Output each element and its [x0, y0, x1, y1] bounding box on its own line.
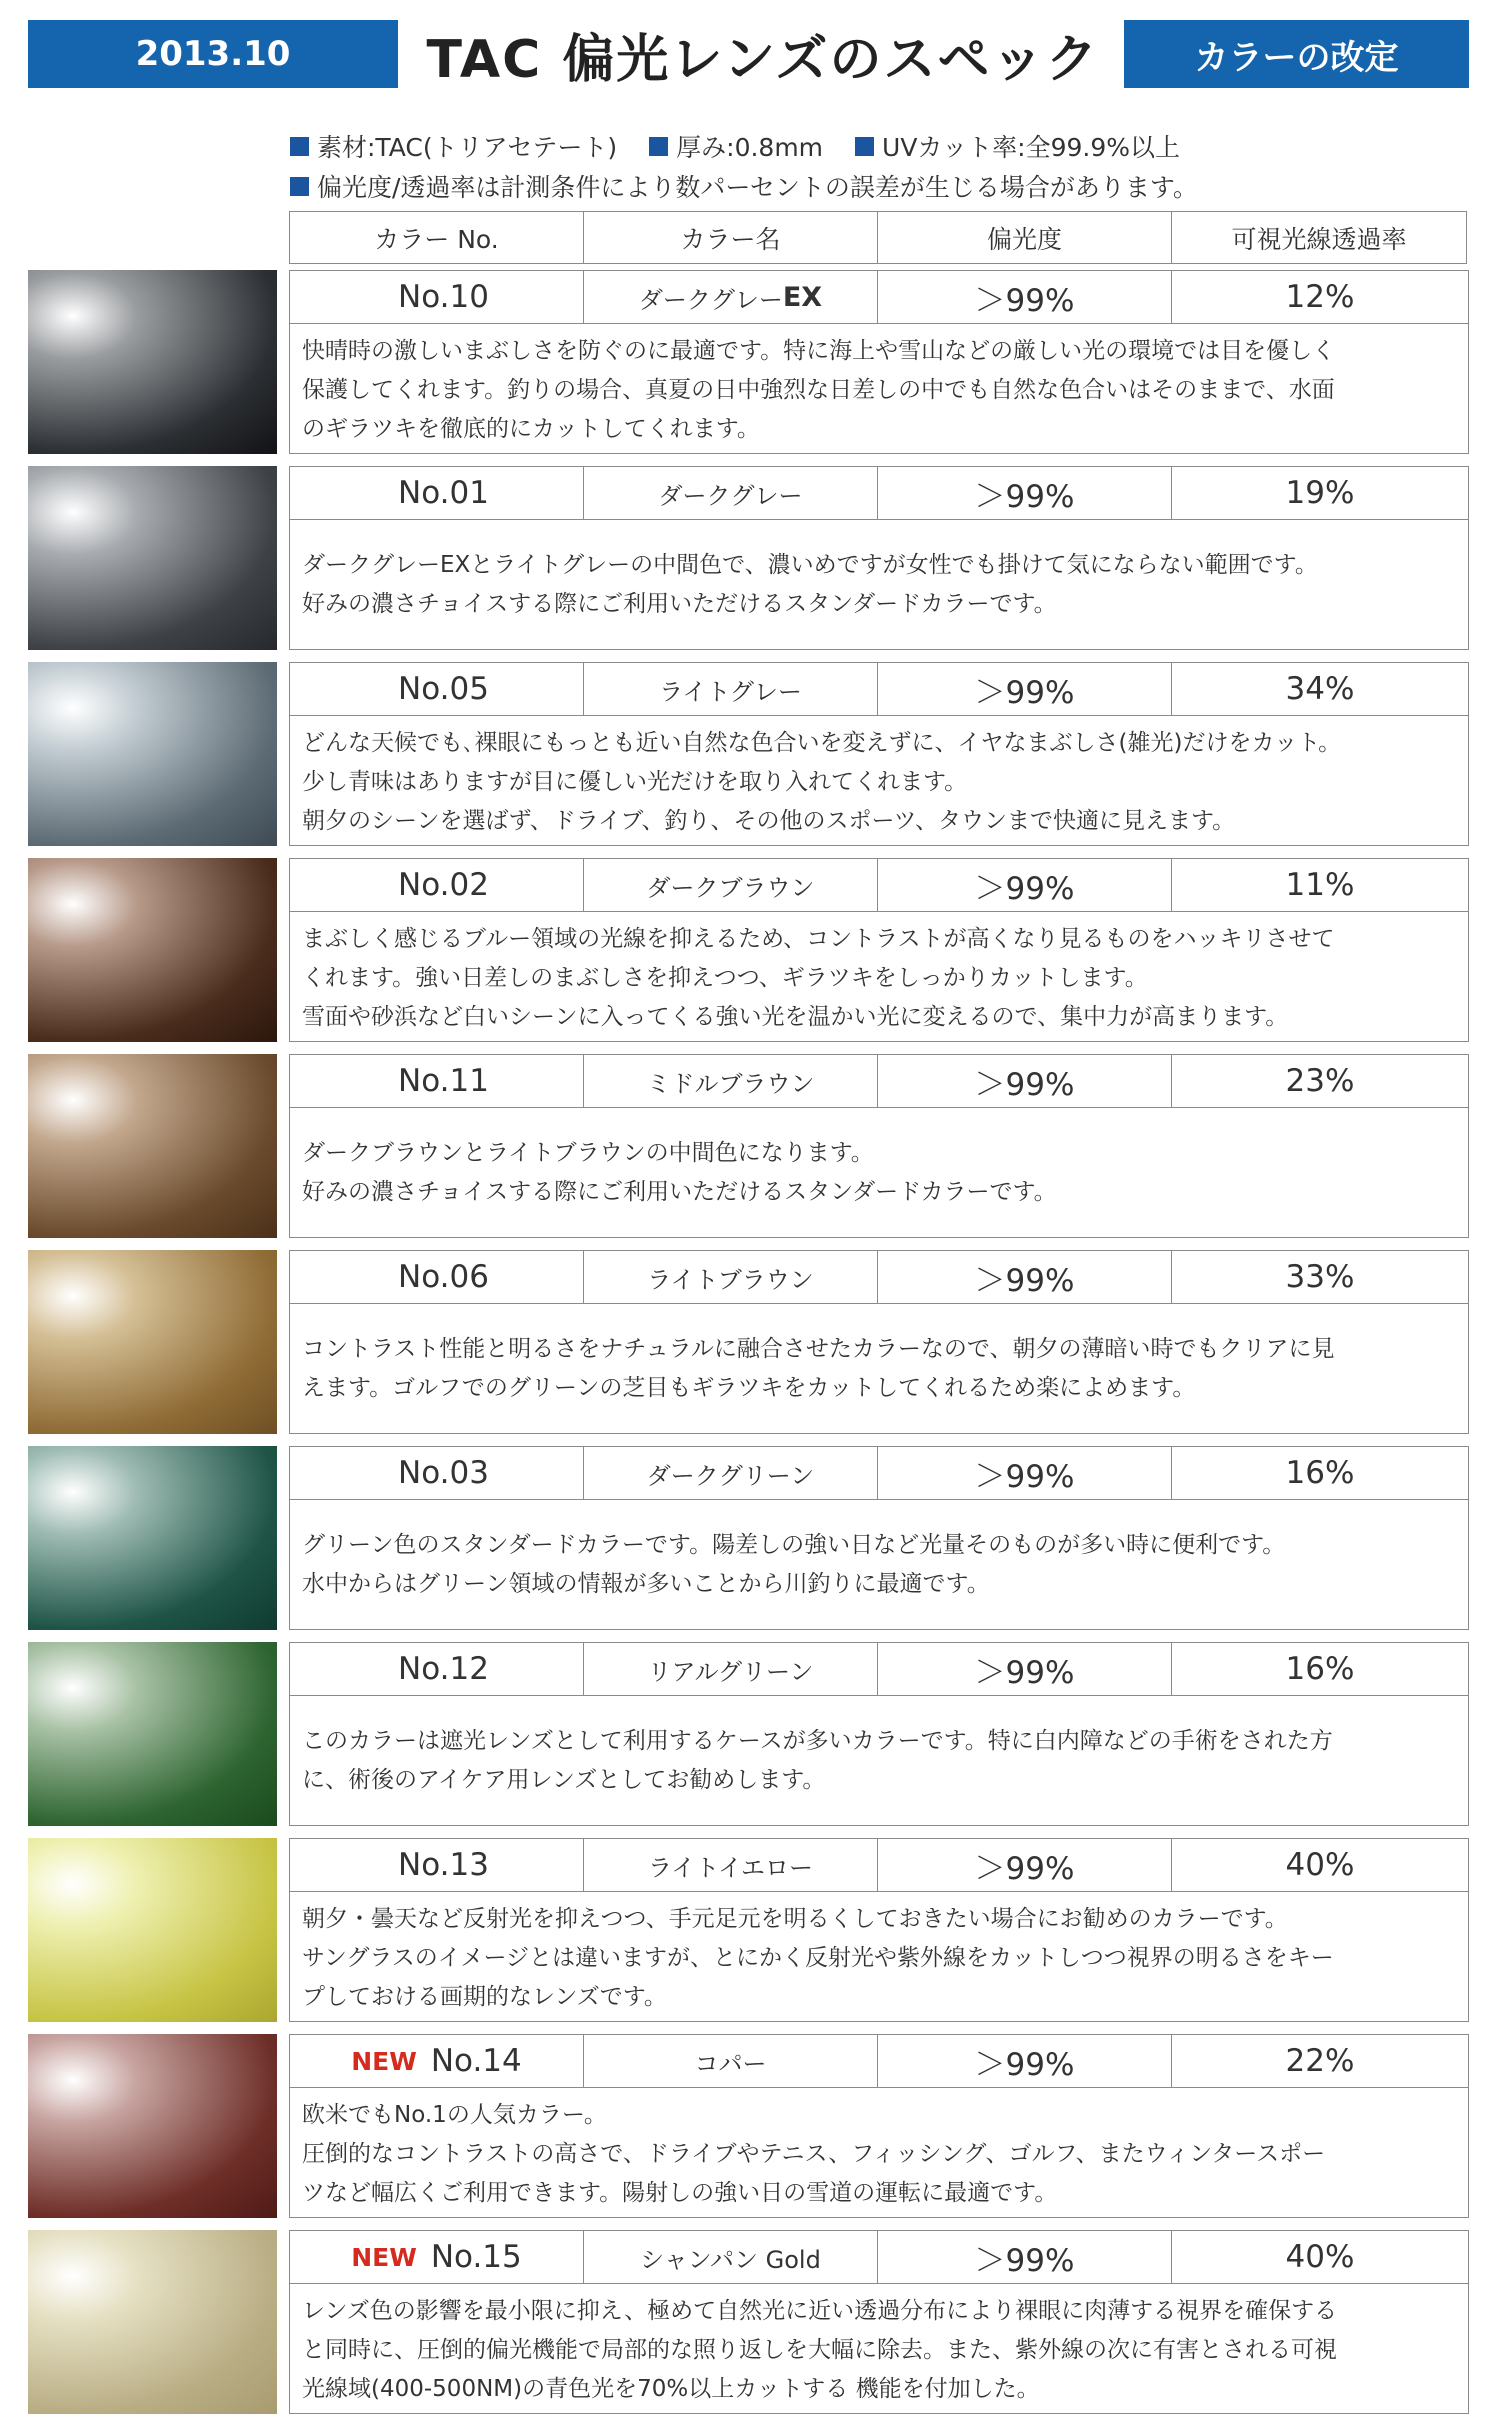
lens-description — [290, 2088, 1468, 2213]
color-number: No.15 — [430, 2239, 522, 2275]
lens-spec-box — [289, 1250, 1469, 1434]
color-number-cell — [290, 859, 584, 911]
color-name-cell — [584, 859, 878, 911]
lens-spec-box — [289, 858, 1469, 1042]
lens-color-swatch — [28, 1642, 277, 1826]
table-row — [290, 859, 1468, 912]
lens-description — [290, 716, 1468, 841]
lens-color-swatch — [28, 1250, 277, 1434]
description-line: このカラーは遮光レンズとして利用するケースが多いカラーです。特に白内障などの手術をされた方 — [302, 1728, 1333, 1754]
lens-color-swatch — [28, 270, 277, 454]
description-line: 光線域(400-500NM)の青色光を70%以上カットする 機能を付加した。 — [302, 2376, 1040, 2402]
table-row — [290, 1447, 1468, 1500]
color-number-cell — [290, 1055, 584, 1107]
lens-row — [28, 662, 1469, 846]
polarization-cell: ＞99% — [878, 1447, 1172, 1499]
description-line: サングラスのイメージとは違いますが、とにかく反射光や紫外線をカットしつつ視界の明るさをキー — [302, 1945, 1334, 1971]
description-line: 快晴時の激しいまぶしさを防ぐのに最適です。特に海上や雪山などの厳しい光の環境では目を優しく — [302, 338, 1336, 364]
color-name-cell — [584, 1055, 878, 1107]
color-name: シャンパン Gold — [640, 2245, 821, 2274]
lens-color-swatch — [28, 662, 277, 846]
lens-color-swatch — [28, 2230, 277, 2414]
description-line: 圧倒的なコントラストの高さで、ドライブやテニス、フィッシング、ゴルフ、またウィンタースポー — [302, 2141, 1326, 2167]
description-line: 朝夕・曇天など反射光を抑えつつ、手元足元を明るくしておきたい場合にお勧めのカラーです。 — [302, 1906, 1288, 1932]
color-number-cell — [290, 1251, 584, 1303]
transmission-cell: 16% — [1285, 1651, 1355, 1687]
color-name: ダークグレー — [638, 285, 783, 314]
color-name: ダークグリーン — [646, 1461, 815, 1490]
transmission-cell: 23% — [1285, 1063, 1355, 1099]
table-row — [290, 2035, 1468, 2088]
description-line: 保護してくれます。釣りの場合、真夏の日中強烈な日差しの中でも自然な色合いはそのままで、水面 — [302, 377, 1335, 403]
description-line: まぶしく感じるブルー領域の光線を抑えるため、コントラストが高くなり見るものをハッキリさせて — [302, 926, 1335, 952]
description-line: に、術後のアイケア用レンズとしてお勧めします。 — [302, 1767, 826, 1793]
color-name-cell — [584, 2035, 878, 2087]
transmission-cell: 22% — [1285, 2043, 1355, 2079]
description-line: 欧米でもNo.1の人気カラー。 — [302, 2102, 607, 2128]
polarization-cell: ＞99% — [878, 1643, 1172, 1695]
description-line: 好みの濃さチョイスする際にご利用いただけるスタンダードカラーです。 — [302, 1179, 1057, 1205]
lens-spec-box — [289, 2230, 1469, 2414]
description-line: と同時に、圧倒的偏光機能で局部的な照り返しを大幅に除去。また、紫外線の次に有害とされる可視 — [302, 2337, 1337, 2363]
color-number: No.13 — [398, 1847, 489, 1883]
page-header — [28, 20, 1469, 90]
table-row — [290, 1643, 1468, 1696]
transmission-cell: 33% — [1285, 1259, 1355, 1295]
lens-row — [28, 2034, 1469, 2218]
color-number-cell — [290, 1839, 584, 1891]
color-number-cell — [290, 1643, 584, 1695]
lens-description — [290, 2284, 1468, 2409]
description-line: プしておける画期的なレンズです。 — [302, 1984, 667, 2010]
lens-row — [28, 2230, 1469, 2414]
bullet-square-icon — [290, 177, 309, 196]
description-line: レンズ色の影響を最小限に抑え、極めて自然光に近い透過分布により裸眼に肉薄する視界を確保する — [302, 2298, 1338, 2324]
color-name: ライトグレー — [659, 677, 802, 706]
description-line: えます。ゴルフでのグリーンの芝目もギラツキをカットしてくれるため楽によめます。 — [302, 1375, 1196, 1401]
color-name: ダークグレー — [658, 481, 803, 510]
lens-description — [290, 1892, 1468, 2017]
polarization-cell: ＞99% — [878, 1251, 1172, 1303]
lens-color-swatch — [28, 1446, 277, 1630]
revision-badge: カラーの改定 — [1124, 20, 1469, 88]
color-number: No.06 — [398, 1259, 489, 1295]
column-header-color-no: カラー No. — [290, 212, 584, 263]
color-number-cell — [290, 467, 584, 519]
description-line: 水中からはグリーン領域の情報が多いことから川釣りに最適です。 — [302, 1571, 990, 1597]
color-name-cell — [584, 1643, 878, 1695]
description-line: どんな天候でも､裸眼にもっとも近い自然な色合いを変えずに、イヤなまぶしさ(雑光)だけをカット。 — [302, 730, 1342, 756]
color-number: No.03 — [398, 1455, 489, 1491]
lens-description — [290, 1108, 1468, 1212]
table-row — [290, 2231, 1468, 2284]
description-line: ダークブラウンとライトブラウンの中間色になります。 — [302, 1140, 874, 1166]
color-number: No.12 — [398, 1651, 489, 1687]
color-name-suffix: EX — [782, 281, 823, 313]
lens-row — [28, 1250, 1469, 1434]
polarization-cell: ＞99% — [878, 1839, 1172, 1891]
color-number: No.14 — [430, 2043, 522, 2079]
lens-description — [290, 912, 1468, 1037]
lens-spec-box — [289, 1642, 1469, 1826]
lens-color-swatch — [28, 1838, 277, 2022]
material-note: 素材:TAC(トリアセテート) — [317, 133, 618, 162]
column-header-color-name: カラー名 — [584, 212, 878, 263]
description-line: のギラツキを徹底的にカットしてくれます。 — [302, 416, 760, 442]
table-row — [290, 1251, 1468, 1304]
description-line: ツなど幅広くご利用できます。陽射しの強い日の雪道の運転に最適です。 — [302, 2180, 1058, 2206]
bullet-square-icon — [649, 137, 668, 156]
color-name-cell — [584, 1251, 878, 1303]
color-name-cell — [584, 663, 878, 715]
lens-spec-box — [289, 1446, 1469, 1630]
bullet-square-icon — [290, 137, 309, 156]
column-header-polarization: 偏光度 — [878, 212, 1172, 263]
lens-color-swatch — [28, 1054, 277, 1238]
polarization-cell: ＞99% — [878, 1055, 1172, 1107]
color-name-cell — [584, 271, 878, 323]
color-number: No.11 — [398, 1063, 489, 1099]
lens-row — [28, 1446, 1469, 1630]
color-number-cell — [290, 1447, 584, 1499]
thickness-note: 厚み:0.8mm — [676, 133, 824, 162]
table-row — [290, 467, 1468, 520]
description-line: グリーン色のスタンダードカラーです。陽差しの強い日など光量そのものが多い時に便利です。 — [302, 1532, 1286, 1558]
polarization-cell: ＞99% — [878, 2231, 1172, 2283]
polarization-cell: ＞99% — [878, 467, 1172, 519]
transmission-cell: 40% — [1285, 1847, 1355, 1883]
table-row — [290, 663, 1468, 716]
disclaimer-note: 偏光度/透過率は計測条件により数パーセントの誤差が生じる場合があります。 — [317, 173, 1198, 202]
spec-notes-line-2 — [290, 166, 1470, 206]
color-name: コパー — [694, 2049, 767, 2078]
description-line: くれます。強い日差しのまぶしさを抑えつつ、ギラツキをしっかりカットします。 — [302, 965, 1148, 991]
lens-spec-box — [289, 466, 1469, 650]
polarization-cell: ＞99% — [878, 663, 1172, 715]
lens-spec-box — [289, 1838, 1469, 2022]
polarization-cell: ＞99% — [878, 2035, 1172, 2087]
lens-description — [290, 520, 1468, 624]
lens-spec-box — [289, 662, 1469, 846]
color-number-cell — [290, 2231, 584, 2283]
lens-description — [290, 1500, 1468, 1604]
bullet-square-icon — [855, 137, 874, 156]
lens-description — [290, 1696, 1468, 1800]
table-row — [290, 1839, 1468, 1892]
spec-notes — [290, 126, 1470, 206]
color-number-cell — [290, 271, 584, 323]
lens-spec-box — [289, 2034, 1469, 2218]
color-name: ライトイエロー — [647, 1853, 814, 1882]
color-number: No.05 — [398, 671, 489, 707]
color-number: No.10 — [398, 279, 489, 315]
column-header-transmission: 可視光線透過率 — [1231, 224, 1407, 254]
description-line: ダークグレーEXとライトグレーの中間色で、濃いめですが女性でも掛けて気にならない範囲です。 — [302, 552, 1318, 578]
transmission-cell: 16% — [1285, 1455, 1355, 1491]
lens-row — [28, 270, 1469, 454]
polarization-cell: ＞99% — [878, 859, 1172, 911]
lens-color-swatch — [28, 858, 277, 1042]
uv-note: UVカット率:全99.9%以上 — [882, 133, 1181, 162]
table-header — [289, 211, 1467, 264]
color-number: No.01 — [398, 475, 489, 511]
lens-color-swatch — [28, 466, 277, 650]
color-number-cell — [290, 663, 584, 715]
color-name-cell — [584, 1839, 878, 1891]
new-badge: NEW — [351, 2242, 417, 2272]
lens-row — [28, 1642, 1469, 1826]
transmission-cell: 19% — [1285, 475, 1355, 511]
description-line: 好みの濃さチョイスする際にご利用いただけるスタンダードカラーです。 — [302, 591, 1057, 617]
color-name-cell — [584, 1447, 878, 1499]
color-name-cell — [584, 2231, 878, 2283]
transmission-cell: 34% — [1285, 671, 1355, 707]
table-row — [290, 271, 1468, 324]
color-name: リアルグリーン — [647, 1657, 814, 1686]
color-name: ミドルブラウン — [646, 1069, 815, 1098]
lens-row — [28, 1838, 1469, 2022]
new-badge: NEW — [351, 2046, 417, 2076]
color-name-cell — [584, 467, 878, 519]
description-line: コントラスト性能と明るさをナチュラルに融合させたカラーなので、朝夕の薄暗い時でもクリアに見 — [302, 1336, 1335, 1362]
page-title: TAC 偏光レンズのスペック — [426, 29, 1100, 90]
lens-row — [28, 1054, 1469, 1238]
spec-notes-line-1 — [290, 126, 1470, 166]
color-number-cell — [290, 2035, 584, 2087]
lens-color-swatch — [28, 2034, 277, 2218]
lens-row — [28, 466, 1469, 650]
color-name: ダークブラウン — [646, 873, 815, 902]
lens-spec-box — [289, 270, 1469, 454]
lens-description — [290, 324, 1468, 449]
lens-row — [28, 858, 1469, 1042]
color-name: ライトブラウン — [647, 1265, 814, 1294]
description-line: 少し青味はありますが目に優しい光だけを取り入れてくれます。 — [302, 769, 968, 795]
polarization-cell: ＞99% — [878, 271, 1172, 323]
lens-spec-box — [289, 1054, 1469, 1238]
date-badge: 2013.10 — [28, 20, 398, 88]
transmission-cell: 40% — [1285, 2239, 1355, 2275]
table-row — [290, 1055, 1468, 1108]
transmission-cell: 12% — [1285, 279, 1355, 315]
transmission-cell: 11% — [1285, 867, 1355, 903]
description-line: 朝夕のシーンを選ばず、ドライブ、釣り、その他のスポーツ、タウンまで快適に見えます。 — [302, 808, 1236, 834]
lens-description — [290, 1304, 1468, 1408]
description-line: 雪面や砂浜など白いシーンに入ってくる強い光を温かい光に変えるので、集中力が高まります。 — [302, 1004, 1289, 1030]
color-number: No.02 — [398, 867, 489, 903]
